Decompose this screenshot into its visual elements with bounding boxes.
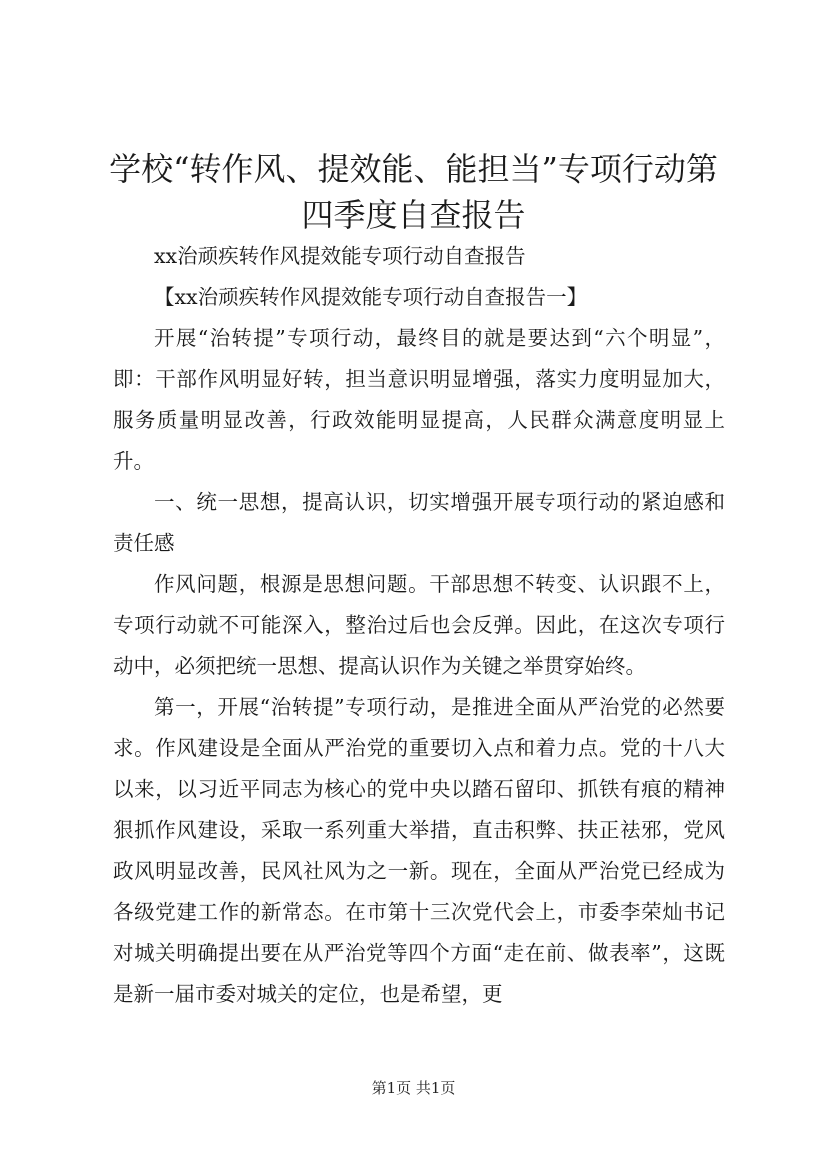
body-paragraph: 作风问题，根源是思想问题。干部思想不转变、认识跟不上，专项行动就不可能深入，整治过后也会反弹。因此，在这次专项行动中，必须把统一思想、提高认识作为关键之举贯穿始终。 — [113, 572, 725, 678]
body-paragraph: 一、统一思想，提高认识，切实增强开展专项行动的紧迫感和责任感 — [113, 490, 725, 555]
document-body — [113, 236, 725, 1015]
page-title — [60, 146, 767, 238]
page-footer: 第1页 共1页 — [371, 1079, 456, 1097]
section-heading-paragraph: 【xx治顽疾转作风提效能专项行动自查报告一】 — [154, 285, 588, 309]
body-paragraph: 第一，开展“治转提”专项行动，是推进全面从严治党的必然要求。作风建设是全面从严治党的重要切入点和着力点。党的十八大以来，以习近平同志为核心的党中央以踏石留印、抓铁有痕的精神狠抓作风建设，采取一系列重大举措，直击积弊、扶正祛邪，党风政风明显改善，民风社风为之一新。现在，全面从严治党已经成为各级党建工作的新常态。在市第十三次党代会上，市委李荣灿书记对城关明确提出要在从严治党等四个方面“走在前、做表率”，这既是新一届市委对城关的定位，也是希望，更 — [113, 695, 725, 1006]
title-line-2: 四季度自查报告 — [301, 196, 526, 234]
title-line-1: 学校“转作风、提效能、能担当”专项行动第 — [109, 150, 718, 188]
subtitle-paragraph: xx治顽疾转作风提效能专项行动自查报告 — [154, 244, 526, 268]
body-paragraph: 开展“治转提”专项行动，最终目的就是要达到“六个明显”，即：干部作风明显好转，担当意识明显增强，落实力度明显加大，服务质量明显改善，行政效能明显提高，人民群众满意度明显上升。 — [113, 326, 725, 473]
